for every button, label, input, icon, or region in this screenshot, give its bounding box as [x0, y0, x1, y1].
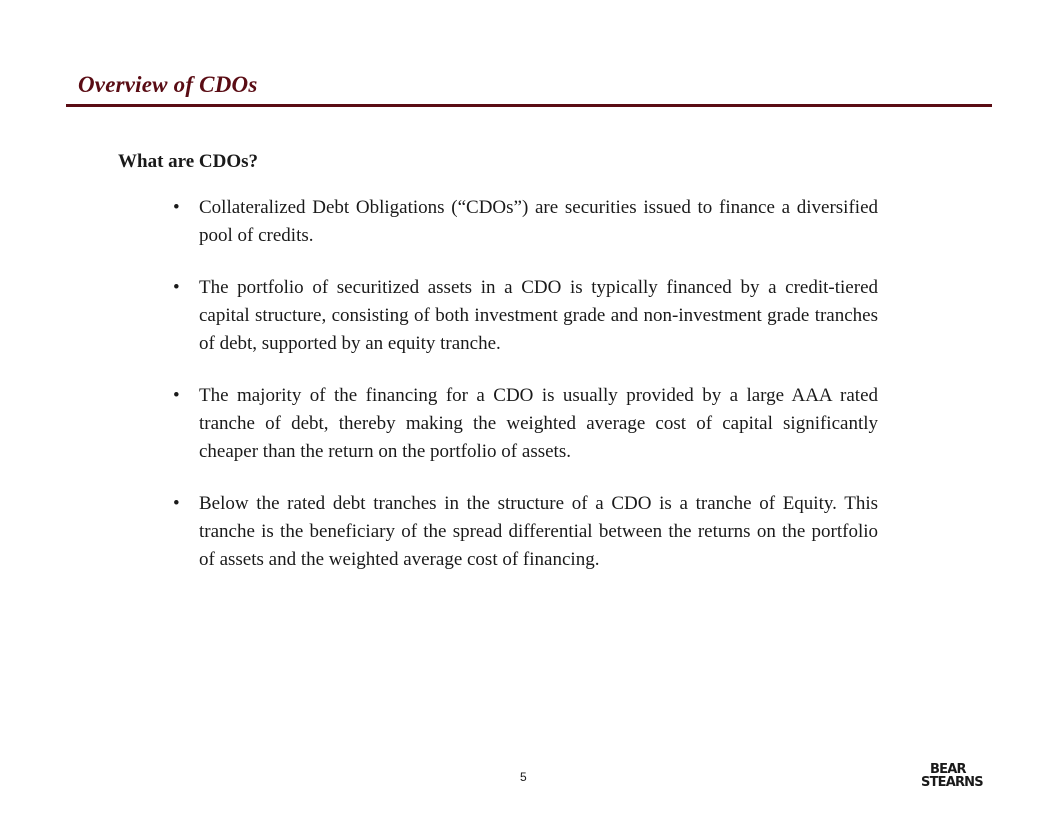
- bullet-text: The majority of the financing for a CDO is usually provided by a large AAA rated tranche of debt, thereby making the weighted average cost of capital significantly cheaper than the return on the portfolio of assets.: [199, 385, 878, 462]
- title-divider: [66, 104, 992, 107]
- page-title: Overview of CDOs: [78, 72, 258, 97]
- bullet-text: The portfolio of securitized assets in a CDO is typically financed by a credit-tiered capital structure, consisting of both investment grade and non-investment grade tranches of debt, supported by an equity tranche.: [199, 277, 878, 354]
- bullet-text: Collateralized Debt Obligations (“CDOs”) are securities issued to finance a diversified pool of credits.: [199, 197, 878, 246]
- bullet-item: [170, 382, 878, 466]
- bullet-marker: •: [173, 197, 180, 218]
- bullet-item: [170, 194, 878, 250]
- bullet-list: [170, 194, 878, 598]
- section-heading: What are CDOs?: [118, 151, 259, 172]
- bullet-item: [170, 490, 878, 574]
- bullet-text: Below the rated debt tranches in the structure of a CDO is a tranche of Equity. This tranche is the beneficiary of the spread differential between the returns on the portfolio of assets and the weighted average cost of financing.: [199, 493, 878, 570]
- bullet-marker: •: [173, 385, 180, 406]
- bullet-item: [170, 274, 878, 358]
- bullet-marker: •: [173, 277, 180, 298]
- bullet-marker: •: [173, 493, 180, 514]
- page-number: 5: [520, 770, 527, 784]
- logo-line-1: BEAR: [930, 762, 966, 777]
- bear-stearns-logo: [921, 763, 983, 789]
- logo-line-2: STEARNS: [921, 775, 983, 790]
